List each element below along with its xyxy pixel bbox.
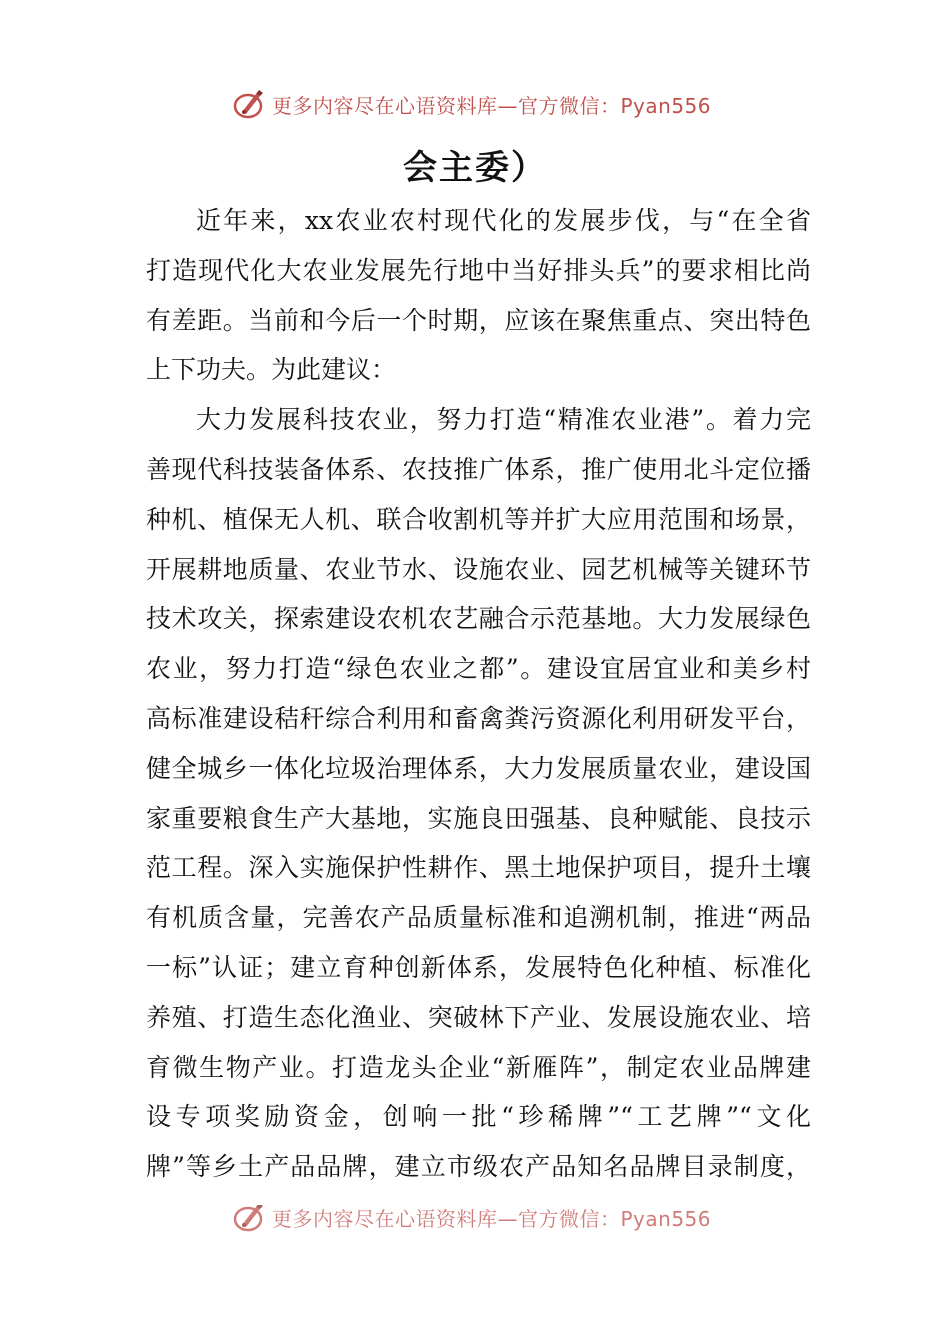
text-line: 养殖、打造生态化渔业、突破林下产业、发展设施农业、培	[146, 1002, 811, 1032]
text-line: 技术攻关，探索建设农机农艺融合示范基地。大力发展绿色	[146, 604, 811, 634]
document-body	[146, 196, 811, 1192]
footer-watermark-banner	[232, 1205, 732, 1241]
pen-circle-logo-icon	[232, 1205, 268, 1235]
text-line: 家重要粮食生产大基地，实施良田强基、良种赋能、良技示	[146, 803, 811, 833]
text-line: 种机、植保无人机、联合收割机等并扩大应用范围和场景，	[146, 504, 811, 534]
text-line: 大力发展科技农业，努力打造“精准农业港”。着力完	[196, 405, 811, 435]
document-title: 会主委）	[403, 148, 547, 188]
pen-circle-logo-icon	[232, 86, 268, 122]
header-banner-text: 更多内容尽在心语资料库—官方微信：Pyan556	[272, 93, 712, 118]
text-line: 牌”等乡土产品品牌，建立市级农产品知名品牌目录制度，	[146, 1152, 811, 1182]
text-line: 开展耕地质量、农业节水、设施农业、园艺机械等关键环节	[146, 554, 811, 584]
text-line: 健全城乡一体化垃圾治理体系，大力发展质量农业，建设国	[146, 753, 811, 783]
footer-banner-text: 更多内容尽在心语资料库—官方微信：Pyan556	[272, 1206, 712, 1231]
text-line: 高标准建设秸秆综合利用和畜禽粪污资源化利用研发平台，	[146, 703, 811, 733]
text-line: 善现代科技装备体系、农技推广体系，推广使用北斗定位播	[146, 454, 811, 484]
text-line: 设专项奖励资金，创响一批“珍稀牌”“工艺牌”“文化	[146, 1102, 811, 1132]
text-line: 上下功夫。为此建议：	[146, 355, 397, 385]
text-line: 范工程。深入实施保护性耕作、黑土地保护项目，提升土壤	[146, 853, 811, 883]
text-line: 有机质含量，完善农产品质量标准和追溯机制，推进“两品	[146, 903, 811, 933]
text-line: 农业，努力打造“绿色农业之都”。建设宜居宜业和美乡村	[146, 654, 811, 684]
text-line: 育微生物产业。打造龙头企业“新雁阵”，制定农业品牌建	[146, 1052, 811, 1082]
header-watermark-banner	[232, 84, 732, 124]
text-line: 一标”认证；建立育种创新体系，发展特色化种植、标准化	[146, 952, 811, 982]
text-line: 有差距。当前和今后一个时期，应该在聚焦重点、突出特色	[146, 305, 811, 335]
text-line: 打造现代化大农业发展先行地中当好排头兵”的要求相比尚	[146, 255, 811, 285]
paragraph-1	[146, 196, 811, 395]
text-line: 近年来，xx农业农村现代化的发展步伐，与“在全省	[196, 206, 811, 235]
paragraph-2	[146, 395, 811, 1192]
